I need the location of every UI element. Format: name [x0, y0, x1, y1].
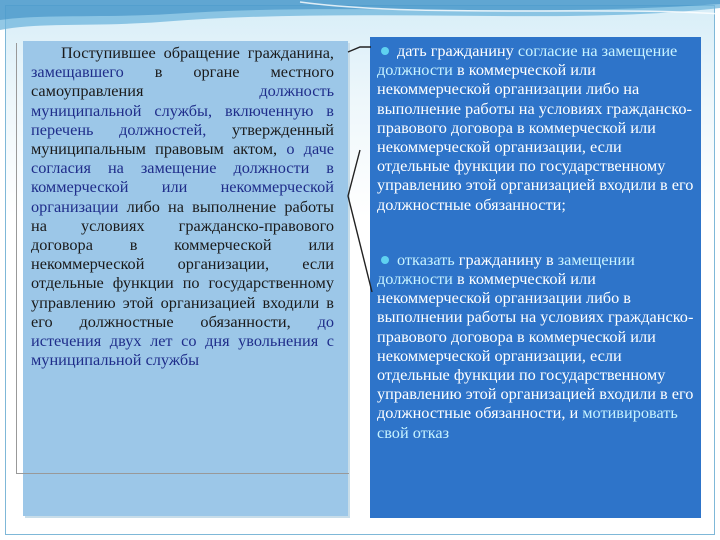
highlighted-text: отказать	[397, 249, 455, 269]
highlighted-text: замещавшего	[31, 62, 124, 82]
body-text: утвержденный муниципальным правовым актом,	[31, 119, 334, 159]
header-decoration	[0, 0, 720, 40]
body-text: в коммерческой или некоммерческой организации либо на выполнение работы на условиях гражданско-правового договора в коммерческой или некоммерческой организации, если отдельные функции по государственному управлению этой организацией входили в его должностные обязанности;	[377, 60, 694, 214]
highlighted-text: о даче согласия на замещение должности в коммерческой или некоммерческой организации	[31, 139, 334, 216]
bullet-icon	[381, 256, 389, 264]
highlighted-text: мотивировать свой отказ	[377, 403, 678, 442]
body-text: дать гражданину	[397, 41, 518, 60]
decision-options	[377, 41, 695, 442]
option-refuse	[377, 250, 695, 442]
body-text: Поступившее обращение гражданина,	[61, 43, 334, 62]
body-text: либо на выполнение работы на условиях гражданско-правового договора в коммерческой или некоммерческой организации, если отдельные функции по государственному управлению этой организацией входили в его должностные обязанности,	[31, 196, 334, 331]
request-description	[31, 43, 334, 369]
highlighted-text: должность муниципальной службы, включенную в перечень должностей,	[31, 81, 334, 139]
highlighted-text: до истечения двух лет со дня увольнения с муниципальной службы	[31, 311, 334, 370]
body-text: гражданину в	[454, 249, 558, 269]
body-text: в органе местного самоуправления	[31, 62, 334, 101]
highlighted-text: замещении должности	[377, 249, 635, 289]
option-grant-consent	[377, 41, 695, 214]
bullet-icon	[381, 47, 389, 55]
highlighted-text: согласие на замещение должности	[377, 41, 678, 80]
body-text: в коммерческой или некоммерческой организации либо в выполнении работы на условиях гражданско-правового договора в коммерческой или некоммерческой организации, если отдельные функции по государственному управлению этой организацией входили в его должностные обязанности, и	[377, 269, 694, 423]
